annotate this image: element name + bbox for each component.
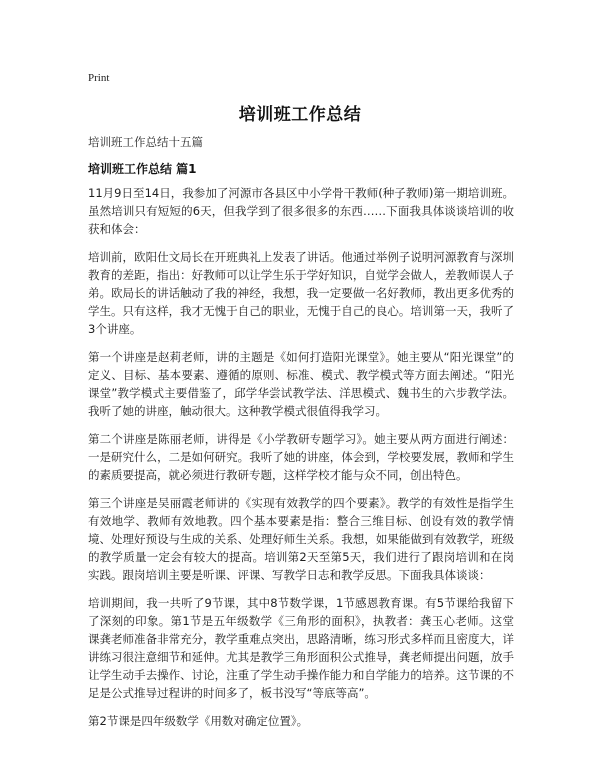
paragraph-1: 11月9日至14日，我参加了河源市各县区中小学骨干教师(种子教师)第一期培训班。虽然培训只有短短的6天，但我学到了很多很多的东西……下面我具体谈谈培训的收获和体会： [88,186,514,236]
paragraph-4: 第二个讲座是陈丽老师，讲得是《小学教研专题学习》。她主要从两方面进行阐述：一是研究什么，二是如何研究。我听了她的讲座，体会到，学校要发展，教师和学生的素质要提高，就必须进行教研专题，这样学校才能与众不同，创出特色。 [88,432,514,482]
article-body [88,184,514,740]
paragraph-3: 第一个讲座是赵莉老师，讲的主题是《如何打造阳光课堂》。她主要从“阳光课堂”的定义、目标、基本要素、遵循的原则、标准、模式、教学模式等方面去阐述。“阳光课堂”教学模式主要借鉴了，邱学华尝试教学法、洋思模式、魏书生的六步教学法。我听了她的讲座，触动很大。这种教学模式很值得我学习。 [88,350,514,418]
print-link[interactable]: Print [88,72,110,84]
document-subtitle: 培训班工作总结十五篇 [88,135,203,149]
paragraph-7: 第2节课是四年级数学《用数对确定位置》。 [88,714,309,728]
page-title: 培训班工作总结 [238,105,362,125]
paragraph-6: 培训期间，我一共听了9节课，其中8节数学课，1节感恩教育课。有5节课给我留下了深刻的印象。第1节是五年级数学《三角形的面积》，执教者：龚玉心老师。这堂课龚老师准备非常充分，教学重难点突出，思路清晰，练习形式多样而且密度大，详讲练习很注意细节和延伸。尤其是教学三角形面积公式推导，龚老师提出问题，放手让学生动手去操作、讨论，注重了学生动手操作能力和自学能力的培养。这节课的不足是公式推导过程讲的时间多了，板书没写“等底等高”。 [88,596,514,700]
paragraph-5: 第三个讲座是吴丽霞老师讲的《实现有效教学的四个要素》。教学的有效性是指学生有效地学、教师有效地教。四个基本要素是指：整合三维目标、创设有效的教学情境、处理好预设与生成的关系、处理好师生关系。我想，如果能做到有效教学，班级的教学质量一定会有较大的提高。培训第2天至第5天，我们进行了跟岗培训和在岗实践。跟岗培训主要是听课、评课、写教学日志和教学反思。下面我具体谈谈： [88,496,514,582]
section-heading: 培训班工作总结 篇1 [88,162,197,176]
paragraph-2: 培训前，欧阳仕文局长在开班典礼上发表了讲话。他通过举例子说明河源教育与深圳教育的差距，指出：好教师可以让学生乐于学好知识，自觉学会做人，差教师误人子弟。欧局长的讲话触动了我的神经，我想，我一定要做一名好教师，教出更多优秀的学生。只有这样，我才无愧于自己的职业，无愧于自己的良心。培训第一天，我听了3个讲座。 [88,250,514,336]
